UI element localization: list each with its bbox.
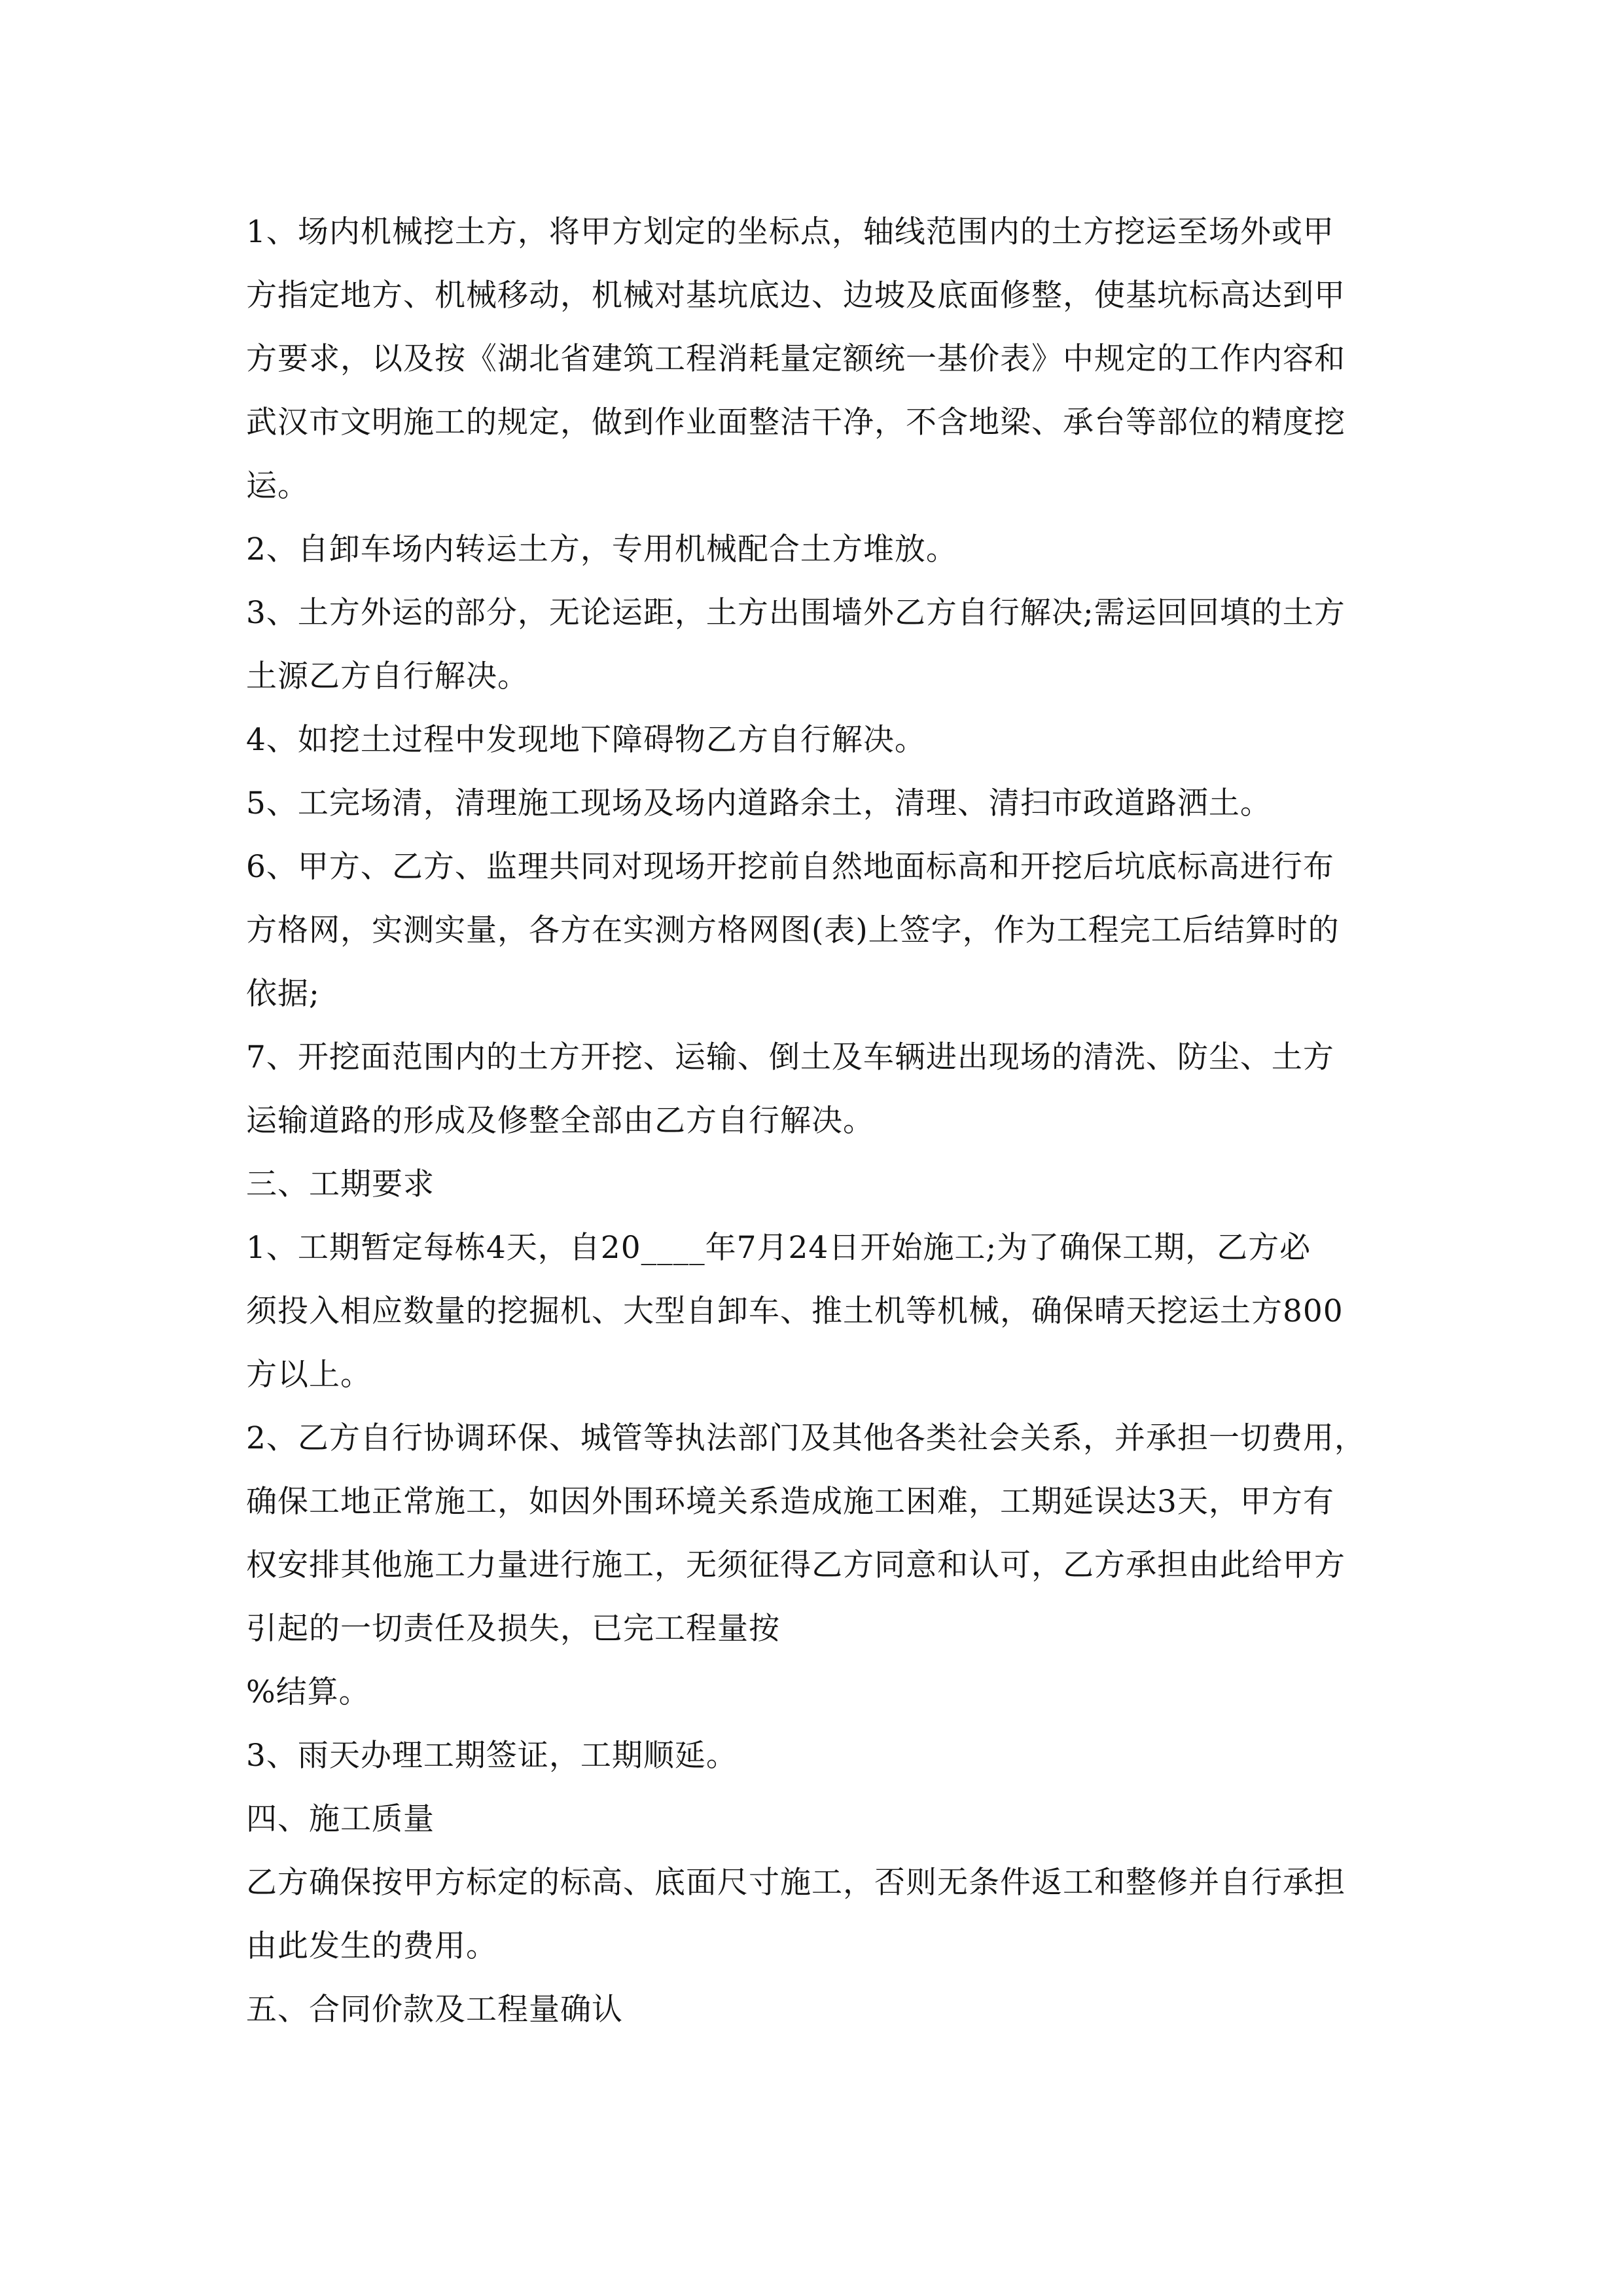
- text-line: 7、开挖面范围内的土方开挖、运输、倒土及车辆进出现场的清洗、防尘、土方: [246, 1039, 1334, 1075]
- section-heading-schedule: 三、工期要求: [246, 1166, 435, 1202]
- text-line: 由此发生的费用。: [246, 1928, 497, 1964]
- clause-1-excavation: [246, 200, 1385, 518]
- text-line: 2、自卸车场内转运土方，专用机械配合土方堆放。: [246, 531, 957, 567]
- text-line: 3、雨天办理工期签证，工期顺延。: [246, 1738, 738, 1774]
- text-line: 乙方确保按甲方标定的标高、底面尺寸施工，否则无条件返工和整修并自行承担: [246, 1865, 1346, 1901]
- text-line: 武汉市文明施工的规定，做到作业面整洁干净，不含地梁、承台等部位的精度挖: [246, 404, 1346, 440]
- schedule-clause-3: [246, 1724, 1385, 1787]
- clause-6-grid-survey: [246, 835, 1385, 1026]
- clause-3-earth-removal: [246, 581, 1385, 708]
- text-line: 权安排其他施工力量进行施工，无须征得乙方同意和认可，乙方承担由此给甲方: [246, 1547, 1346, 1583]
- text-line: 3、土方外运的部分，无论运距，土方出围墙外乙方自行解决;需运回回填的土方: [246, 595, 1346, 631]
- text-line: 方要求，以及按《湖北省建筑工程消耗量定额统一基价表》中规定的工作内容和: [246, 341, 1346, 377]
- text-line: 引起的一切责任及损失，已完工程量按: [246, 1611, 780, 1647]
- schedule-clause-1: [246, 1216, 1385, 1407]
- clause-2-transport: [246, 518, 1385, 581]
- schedule-clause-2: [246, 1407, 1385, 1724]
- text-line: 6、甲方、乙方、监理共同对现场开挖前自然地面标高和开挖后坑底标高进行布: [246, 849, 1334, 885]
- text-line: 1、场内机械挖土方，将甲方划定的坐标点，轴线范围内的土方挖运至场外或甲: [246, 214, 1334, 250]
- text-line: 须投入相应数量的挖掘机、大型自卸车、推土机等机械，确保晴天挖运土方800: [246, 1293, 1344, 1329]
- text-line: 依据;: [246, 976, 320, 1012]
- clause-7-transport-road: [246, 1026, 1385, 1153]
- text-line: 方以上。: [246, 1357, 372, 1393]
- quality-clause: [246, 1851, 1385, 1978]
- text-line: 土源乙方自行解决。: [246, 658, 529, 694]
- text-line: 方指定地方、机械移动，机械对基坑底边、边坡及底面修整，使基坑标高达到甲: [246, 278, 1346, 314]
- clause-5-site-cleanup: [246, 772, 1385, 835]
- document-page: [246, 200, 1385, 2041]
- text-line: %结算。: [246, 1674, 370, 1710]
- text-line: 4、如挖土过程中发现地下障碍物乙方自行解决。: [246, 722, 926, 758]
- section-heading-price: 五、合同价款及工程量确认: [246, 1992, 623, 2028]
- text-line: 运。: [246, 468, 309, 504]
- text-line: 2、乙方自行协调环保、城管等执法部门及其他各类社会关系，并承担一切费用，: [246, 1420, 1366, 1456]
- text-line: 5、工完场清，清理施工现场及场内道路余土，清理、清扫市政道路洒土。: [246, 785, 1272, 821]
- text-line: 运输道路的形成及修整全部由乙方自行解决。: [246, 1103, 874, 1139]
- text-line: 确保工地正常施工，如因外围环境关系造成施工困难，工期延误达3天，甲方有: [246, 1484, 1334, 1520]
- section-heading-quality: 四、施工质量: [246, 1801, 435, 1837]
- clause-4-obstacles: [246, 708, 1385, 772]
- text-line: 1、工期暂定每栋4天，自20____年7月24日开始施工;为了确保工期，乙方必: [246, 1230, 1311, 1266]
- text-line: 方格网，实测实量，各方在实测方格网图(表)上签字，作为工程完工后结算时的: [246, 912, 1340, 948]
